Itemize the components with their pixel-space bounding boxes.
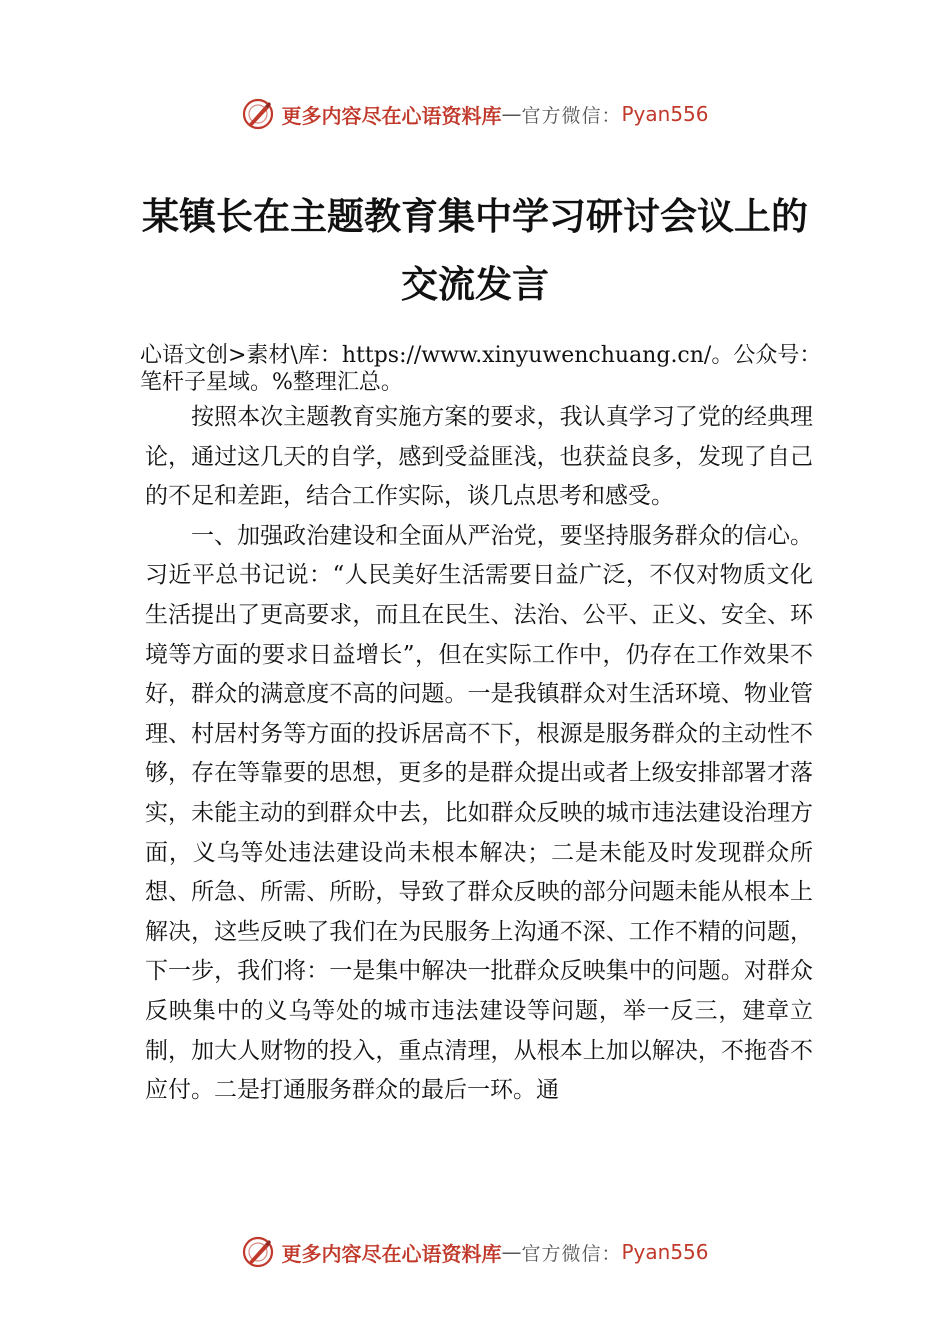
banner-dash: — (501, 1240, 522, 1264)
footer-banner (0, 1232, 950, 1272)
banner-dash: — (501, 102, 522, 126)
pen-circle-logo-icon (241, 1235, 275, 1269)
banner-wechat-id: Pyan556 (621, 102, 709, 126)
body-paragraph: 按照本次主题教育实施方案的要求，我认真学习了党的经典理论，通过这几天的自学，感到受益匪浅，也获益良多，发现了自己的不足和差距，结合工作实际，谈几点思考和感受。 (145, 404, 813, 510)
body-paragraph: 一、加强政治建设和全面从严治党，要坚持服务群众的信心。习近平总书记说：“人民美好生活需要日益广泛，不仅对物质文化生活提出了更高要求，而且在民生、法治、公平、正义、安全、环境等方面的要求日益增长”，但在实际工作中，仍存在工作效果不好，群众的满意度不高的问题。一是我镇群众对生活环境、物业管理、村居村务等方面的投诉居高不下，根源是服务群众的主动性不够，存在等靠要的思想，更多的是群众提出或者上级安排部署才落实，未能主动的到群众中去，比如群众反映的城市违法建设治理方面，义乌等处违法建设尚未根本解决；二是未能及时发现群众所想、所急、所需、所盼，导致了群众反映的部分问题未能从根本上解决，这些反映了我们在为民服务上沟通不深、工作不精的问题，下一步，我们将：一是集中解决一批群众反映集中的问题。对群众反映集中的义乌等处的城市违法建设等问题，举一反三，建章立制，加大人财物的投入，重点清理，从根本上加以解决，不拖沓不应付。二是打通服务群众的最后一环。通 (145, 522, 813, 1104)
banner-wechat-id: Pyan556 (621, 1240, 709, 1264)
pen-circle-logo-icon (241, 97, 275, 131)
banner-wechat-label: 官方微信： (521, 104, 622, 127)
header-banner (0, 94, 950, 134)
document-title-line-2: 交流发言 (401, 262, 549, 306)
document-body (145, 398, 813, 1111)
banner-library-text: 更多内容尽在心语资料库 (281, 103, 502, 128)
banner-library-text: 更多内容尽在心语资料库 (281, 1241, 502, 1266)
source-note: 心语文创>素材\库：https://www.xinyuwenchuang.cn/。公众号：笔杆子星域。%整理汇总。 (140, 343, 822, 395)
document-title-line-1: 某镇长在主题教育集中学习研讨会议上的 (142, 194, 808, 238)
banner-wechat-label: 官方微信： (521, 1242, 622, 1265)
